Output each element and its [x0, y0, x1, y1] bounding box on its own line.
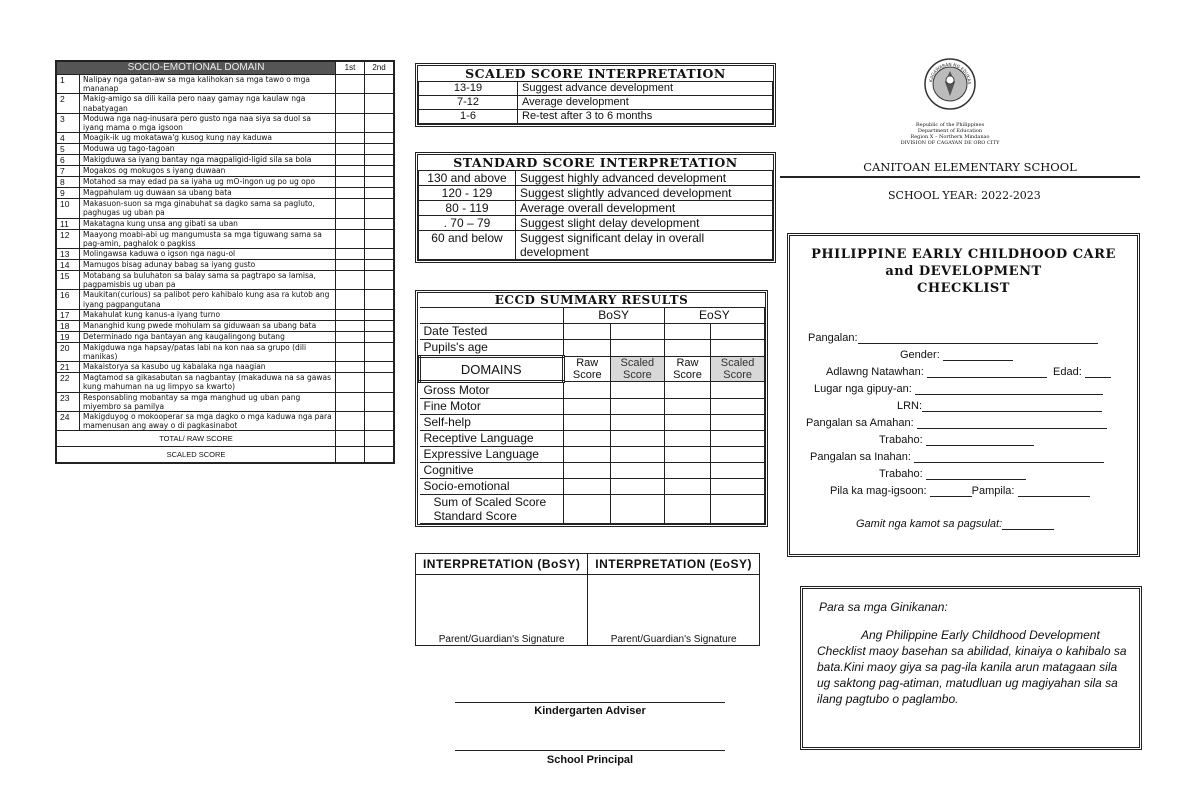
gender-label: Gender: [900, 349, 940, 361]
item-number: 19 [56, 331, 80, 342]
socio-item-row [56, 392, 394, 411]
domain-label: Self-help [420, 415, 564, 431]
score-description: Suggest advance development [518, 82, 773, 96]
adlawng-field[interactable] [927, 367, 1047, 378]
item-text: Makigduwa sa iyang bantay nga magpaligid-ligid sila sa bola [80, 155, 336, 166]
score-range: . 70 – 79 [419, 216, 516, 231]
lrn-field[interactable] [922, 401, 1102, 412]
second-rating-cell[interactable] [365, 373, 395, 392]
socio-item-row [56, 331, 394, 342]
socio-item-row [56, 113, 394, 132]
lugar-label: Lugar nga gipuy-an: [814, 383, 912, 395]
eosy-scaled-cell[interactable] [711, 382, 765, 399]
socio-item-row [56, 188, 394, 199]
total-first-cell[interactable] [336, 431, 365, 447]
school-divider [780, 176, 1140, 178]
checklist-form [787, 233, 1140, 557]
edad-label: Edad: [1053, 366, 1082, 378]
domain-row [420, 415, 765, 431]
item-number: 7 [56, 166, 80, 177]
score-description: Suggest slight delay development [516, 216, 773, 231]
bosy-signature-field[interactable]: Parent/Guardian's Signature [416, 575, 588, 646]
first-rating-cell[interactable] [336, 331, 365, 342]
item-number: 24 [56, 412, 80, 431]
eosy-raw-cell[interactable] [664, 447, 710, 463]
eosy-scaled-cell[interactable] [711, 399, 765, 415]
item-number: 23 [56, 392, 80, 411]
interpretation-row [419, 186, 773, 201]
second-rating-cell[interactable] [365, 342, 395, 361]
score-range: 80 - 119 [419, 201, 516, 216]
first-rating-cell[interactable] [336, 309, 365, 320]
scaled-second-cell[interactable] [365, 447, 395, 464]
col-second: 2nd [365, 61, 395, 75]
principal-label: School Principal [546, 754, 634, 766]
pangalan-field[interactable] [858, 333, 1098, 344]
item-number: 22 [56, 373, 80, 392]
first-rating-cell[interactable] [336, 94, 365, 113]
socio-item-row [56, 94, 394, 113]
col-first: 1st [336, 61, 365, 75]
item-number: 10 [56, 199, 80, 218]
item-text: Makatagna kung unsa ang gibati sa uban [80, 218, 336, 229]
bosy-scaled-cell[interactable] [610, 463, 664, 479]
deped-seal-icon [924, 58, 976, 110]
item-number: 12 [56, 229, 80, 248]
socio-item-row [56, 229, 394, 248]
socio-emotional-title: SOCIO-EMOTIONAL DOMAIN [56, 61, 336, 75]
adviser-label: Kindergarten Adviser [534, 705, 646, 717]
interpretation-row [419, 171, 773, 186]
socio-item-row [56, 249, 394, 260]
score-description: Re-test after 3 to 6 months [518, 110, 773, 124]
eccd-table [418, 307, 765, 524]
item-text: Maayong moabi-abi ug mangumusta sa mga tiguwang sama sa pag-amin, paghalok o pagkiss [80, 229, 336, 248]
second-rating-cell[interactable] [365, 94, 395, 113]
bosy-raw-cell[interactable] [563, 479, 610, 495]
socio-item-row [56, 166, 394, 177]
bosy-header: BoSY [563, 308, 664, 324]
second-rating-cell[interactable] [365, 309, 395, 320]
socio-item-row [56, 362, 394, 373]
form-title-2: and DEVELOPMENT [885, 264, 1042, 279]
socio-item-row [56, 309, 394, 320]
socio-emotional-table [55, 60, 395, 464]
inahan-trabaho-label: Trabaho: [879, 468, 923, 480]
socio-item-row [56, 373, 394, 392]
eccd-summary [415, 290, 768, 527]
scaled-score-interpretation [415, 63, 776, 127]
amahan-label: Pangalan sa Amahan: [806, 417, 914, 429]
second-rating-cell[interactable] [365, 144, 395, 155]
socio-item-row [56, 260, 394, 271]
score-range: 120 - 129 [419, 186, 516, 201]
total-raw-label: TOTAL/ RAW SCORE [56, 431, 336, 447]
inahan-label: Pangalan sa Inahan: [810, 451, 911, 463]
eosy-raw-cell[interactable] [664, 463, 710, 479]
first-rating-cell[interactable] [336, 362, 365, 373]
item-text: Makigduyog o mokooperar sa mga dagko o mga kaduwa nga para mamenusan ang away o di pagkasinabot [80, 412, 336, 431]
bosy-scaled-cell[interactable] [610, 415, 664, 431]
first-rating-cell[interactable] [336, 75, 365, 94]
first-rating-cell[interactable] [336, 113, 365, 132]
item-number: 1 [56, 75, 80, 94]
second-rating-cell[interactable] [365, 392, 395, 411]
domain-label: Expressive Language [420, 447, 564, 463]
socio-item-row [56, 271, 394, 290]
item-text: Nalipay nga gatan-aw sa mga kalihokan sa mga tawo o mga mananap [80, 75, 336, 94]
domain-row [420, 463, 765, 479]
item-number: 21 [56, 362, 80, 373]
edad-field[interactable] [1085, 367, 1111, 378]
school-year: SCHOOL YEAR: 2022-2023 [888, 189, 1041, 202]
score-description: Average overall development [516, 201, 773, 216]
eosy-scaled-cell[interactable] [711, 431, 765, 447]
bosy-scaled-cell[interactable] [610, 431, 664, 447]
inahan-trabaho-field[interactable] [926, 469, 1026, 480]
socio-item-row [56, 133, 394, 144]
bosy-raw-cell[interactable] [563, 431, 610, 447]
first-rating-cell[interactable] [336, 199, 365, 218]
standard-score-table [418, 170, 773, 260]
form-title-3: CHECKLIST [917, 281, 1010, 296]
note-body: Ang Philippine Early Childhood Development Checklist maoy basehan sa abilidad, kinaiya o kahibalo sa bata.Kini maoy giya sa pag-ila kanila arun matagaan sila ug saktong pag-atiman, matudluan ug magiyahan sila sa ilang pagtubo o paglambo. [817, 628, 1127, 706]
bosy-scaled-cell[interactable] [610, 399, 664, 415]
domain-row [420, 447, 765, 463]
bosy-raw-cell[interactable] [563, 447, 610, 463]
total-second-cell[interactable] [365, 431, 395, 447]
score-description: Suggest highly advanced development [516, 171, 773, 186]
socio-item-row [56, 75, 394, 94]
second-rating-cell[interactable] [365, 199, 395, 218]
interpretation-row [419, 110, 773, 124]
score-range: 1-6 [419, 110, 518, 124]
second-rating-cell[interactable] [365, 75, 395, 94]
first-rating-cell[interactable] [336, 249, 365, 260]
item-text: Magpahulam ug duwaan sa ubang bata [80, 188, 336, 199]
item-number: 13 [56, 249, 80, 260]
adlawng-label: Adlawng Natawhan: [826, 366, 924, 378]
item-text: Motahod sa may edad pa sa iyaha ug mO-ingon ug po ug opo [80, 177, 336, 188]
item-number: 20 [56, 342, 80, 361]
first-rating-cell[interactable] [336, 342, 365, 361]
amahan-trabaho-label: Trabaho: [879, 434, 923, 446]
bosy-scaled-score: Scaled Score [610, 357, 664, 382]
bosy-scaled-cell[interactable] [610, 382, 664, 399]
item-number: 8 [56, 177, 80, 188]
item-number: 3 [56, 113, 80, 132]
pampila-label: Pampila: [971, 485, 1015, 497]
gamit-field[interactable] [1002, 519, 1054, 530]
igsoon-label: Pila ka mag-igsoon: [830, 485, 927, 497]
eosy-raw-cell[interactable] [664, 431, 710, 447]
date-tested-label: Date Tested [420, 324, 564, 340]
socio-item-row [56, 218, 394, 229]
amahan-field[interactable] [917, 418, 1107, 429]
eosy-scaled-score: Scaled Score [711, 357, 765, 382]
item-text: Determinado nga bantayan ang kaugalingong butang [80, 331, 336, 342]
pupil-age-label: Pupils's age [420, 340, 564, 357]
domain-label: Socio-emotional [420, 479, 564, 495]
item-number: 15 [56, 271, 80, 290]
interpretation-row [419, 201, 773, 216]
bosy-raw-cell[interactable] [563, 415, 610, 431]
first-rating-cell[interactable] [336, 144, 365, 155]
interpretation-eosy-label: INTERPRETATION (EoSY) [588, 554, 760, 575]
eosy-scaled-cell[interactable] [711, 463, 765, 479]
scaled-score-table [418, 81, 773, 124]
socio-item-row [56, 177, 394, 188]
seal-text: KAGAWARAN NG EDUKAS [929, 62, 972, 85]
first-rating-cell[interactable] [336, 392, 365, 411]
first-rating-cell[interactable] [336, 320, 365, 331]
item-text: Makasuon-suon sa mga ginabuhat sa dagko sama sa pagluto, paghugas ug uban pa [80, 199, 336, 218]
standard-score-title: STANDARD SCORE INTERPRETATION [453, 155, 738, 170]
bosy-raw-cell[interactable] [563, 463, 610, 479]
socio-item-row [56, 412, 394, 431]
first-rating-cell[interactable] [336, 229, 365, 248]
item-text: Mamugos bisag adunay babag sa iyang gusto [80, 260, 336, 271]
parents-note [800, 586, 1142, 750]
eosy-header: EoSY [664, 308, 764, 324]
first-rating-cell[interactable] [336, 271, 365, 290]
first-rating-cell[interactable] [336, 260, 365, 271]
first-rating-cell[interactable] [336, 133, 365, 144]
score-range: 60 and below [419, 231, 516, 260]
second-rating-cell[interactable] [365, 249, 395, 260]
second-rating-cell[interactable] [365, 229, 395, 248]
interpretation-row [419, 82, 773, 96]
second-rating-cell[interactable] [365, 290, 395, 309]
eosy-raw-score: Raw Score [664, 357, 710, 382]
first-rating-cell[interactable] [336, 188, 365, 199]
first-rating-cell[interactable] [336, 373, 365, 392]
domain-row [420, 479, 765, 495]
interpretation-row [419, 216, 773, 231]
domain-label: Fine Motor [420, 399, 564, 415]
second-rating-cell[interactable] [365, 133, 395, 144]
gamit-label: Gamit nga kamot sa pagsulat: [856, 518, 1003, 530]
socio-item-row [56, 320, 394, 331]
principal-signature-line [455, 750, 725, 751]
item-text: Molingawsa kaduwa o igson nga nagu-ol [80, 249, 336, 260]
item-text: Magtamod sa gikasabutan sa nagbantay (makaduwa na sa gawas kung mahuman na ug limpyo sa kwarto) [80, 373, 336, 392]
domain-row [420, 382, 765, 399]
domain-label: Receptive Language [420, 431, 564, 447]
socio-item-row [56, 155, 394, 166]
score-description: Suggest significant delay in overall development [516, 231, 773, 260]
eosy-scaled-cell[interactable] [711, 415, 765, 431]
item-text: Motabang sa buluhaton sa balay sama sa pagtrapo sa lamisa, pagpamisbis ug uban pa [80, 271, 336, 290]
scaled-row [56, 447, 394, 464]
adviser-signature-line [455, 702, 725, 703]
second-rating-cell[interactable] [365, 166, 395, 177]
domains-label: DOMAINS [420, 357, 564, 382]
item-text: Mananghid kung pwede mohulam sa giduwaan sa ubang bata [80, 320, 336, 331]
second-rating-cell[interactable] [365, 177, 395, 188]
second-rating-cell[interactable] [365, 113, 395, 132]
score-range: 130 and above [419, 171, 516, 186]
header-line-3: Region X – Northern Mindanao [910, 134, 990, 140]
domain-label: Gross Motor [420, 382, 564, 399]
socio-item-row [56, 342, 394, 361]
interpretation-row [419, 96, 773, 110]
second-rating-cell[interactable] [365, 331, 395, 342]
domain-label: Cognitive [420, 463, 564, 479]
second-rating-cell[interactable] [365, 320, 395, 331]
item-text: Makahulat kung kanus-a iyang turno [80, 309, 336, 320]
inahan-field[interactable] [914, 452, 1104, 463]
item-number: 11 [56, 218, 80, 229]
amahan-trabaho-field[interactable] [926, 435, 1034, 446]
item-text: Makig-amigo sa dili kaila pero naay gamay nga kaulaw nga nabatyagan [80, 94, 336, 113]
sum-scaled-label: Sum of Scaled Score [433, 495, 547, 509]
item-text: Maukitan(curious) sa palibot pero kahibalo kung asa ra kutob ang iyang pagpangutana [80, 290, 336, 309]
domain-row [420, 431, 765, 447]
gender-field[interactable] [943, 350, 1013, 361]
second-rating-cell[interactable] [365, 218, 395, 229]
item-text: Moagik-ik ug mokatawa'g kusog kung nay kaduwa [80, 133, 336, 144]
bosy-scaled-cell[interactable] [610, 479, 664, 495]
scaled-score-label: SCALED SCORE [56, 447, 336, 464]
score-description: Suggest slightly advanced development [516, 186, 773, 201]
item-number: 4 [56, 133, 80, 144]
standard-score-label: Standard Score [433, 509, 517, 523]
second-rating-cell[interactable] [365, 271, 395, 290]
header-line-4: DIVISION OF CAGAYAN DE ORO CITY [900, 140, 1000, 146]
item-number: 5 [56, 144, 80, 155]
eccd-title: ECCD SUMMARY RESULTS [494, 293, 689, 307]
pangalan-label: Pangalan: [808, 332, 858, 344]
item-number: 6 [56, 155, 80, 166]
item-text: Makigduwa nga hapsay/patas labi na kon naa sa grupo (dili manikas) [80, 342, 336, 361]
igsoon-field[interactable] [930, 486, 972, 497]
scaled-score-title: SCALED SCORE INTERPRETATION [465, 66, 726, 81]
total-row [56, 431, 394, 447]
header-line-2: Department of Education [917, 128, 983, 134]
first-rating-cell[interactable] [336, 412, 365, 431]
scaled-first-cell[interactable] [336, 447, 365, 464]
eosy-signature-field[interactable]: Parent/Guardian's Signature [588, 575, 760, 646]
socio-item-row [56, 199, 394, 218]
score-description: Average development [518, 96, 773, 110]
header-line-1: Republic of the Philippines [915, 122, 985, 128]
item-text: Moduwa ug tago-tagoan [80, 144, 336, 155]
first-rating-cell[interactable] [336, 218, 365, 229]
eosy-raw-cell[interactable] [664, 382, 710, 399]
socio-item-row [56, 290, 394, 309]
eosy-raw-cell[interactable] [664, 415, 710, 431]
item-text: Responsabling mobantay sa mga manghud ug uban pang miyembro sa pamilya [80, 392, 336, 411]
interpretation-row [419, 231, 773, 260]
second-rating-cell[interactable] [365, 188, 395, 199]
interpretation-section [415, 553, 760, 646]
form-title-1: PHILIPPINE EARLY CHILDHOOD CARE [811, 247, 1116, 262]
item-number: 2 [56, 94, 80, 113]
item-text: Mogakos og mokugos s iyang duwaan [80, 166, 336, 177]
second-rating-cell[interactable] [365, 412, 395, 431]
socio-item-row [56, 144, 394, 155]
interpretation-bosy-label: INTERPRETATION (BoSY) [416, 554, 588, 575]
school-name: CANITOAN ELEMENTARY SCHOOL [863, 160, 1077, 174]
domain-row [420, 399, 765, 415]
lugar-field[interactable] [915, 384, 1103, 395]
bosy-scaled-cell[interactable] [610, 447, 664, 463]
item-number: 9 [56, 188, 80, 199]
first-rating-cell[interactable] [336, 290, 365, 309]
bosy-raw-score: Raw Score [563, 357, 610, 382]
item-text: Moduwa nga nag-inusara pero gusto nga naa siya sa duol sa iyang mama o mga igsoon [80, 113, 336, 132]
lrn-label: LRN: [897, 400, 923, 412]
note-heading: Para sa mga Ginikanan: [819, 600, 948, 614]
score-range: 7-12 [419, 96, 518, 110]
bosy-raw-cell[interactable] [563, 382, 610, 399]
standard-score-interpretation [415, 152, 776, 263]
item-number: 14 [56, 260, 80, 271]
item-number: 18 [56, 320, 80, 331]
item-text: Makaistorya sa kasubo ug kabalaka nga naagian [80, 362, 336, 373]
bosy-raw-cell[interactable] [563, 399, 610, 415]
eosy-scaled-cell[interactable] [711, 479, 765, 495]
second-rating-cell[interactable] [365, 155, 395, 166]
eosy-raw-cell[interactable] [664, 479, 710, 495]
second-rating-cell[interactable] [365, 362, 395, 373]
item-number: 16 [56, 290, 80, 309]
pampila-field[interactable] [1018, 486, 1090, 497]
first-rating-cell[interactable] [336, 155, 365, 166]
score-range: 13-19 [419, 82, 518, 96]
first-rating-cell[interactable] [336, 166, 365, 177]
first-rating-cell[interactable] [336, 177, 365, 188]
second-rating-cell[interactable] [365, 260, 395, 271]
item-number: 17 [56, 309, 80, 320]
eosy-scaled-cell[interactable] [711, 447, 765, 463]
eosy-raw-cell[interactable] [664, 399, 710, 415]
